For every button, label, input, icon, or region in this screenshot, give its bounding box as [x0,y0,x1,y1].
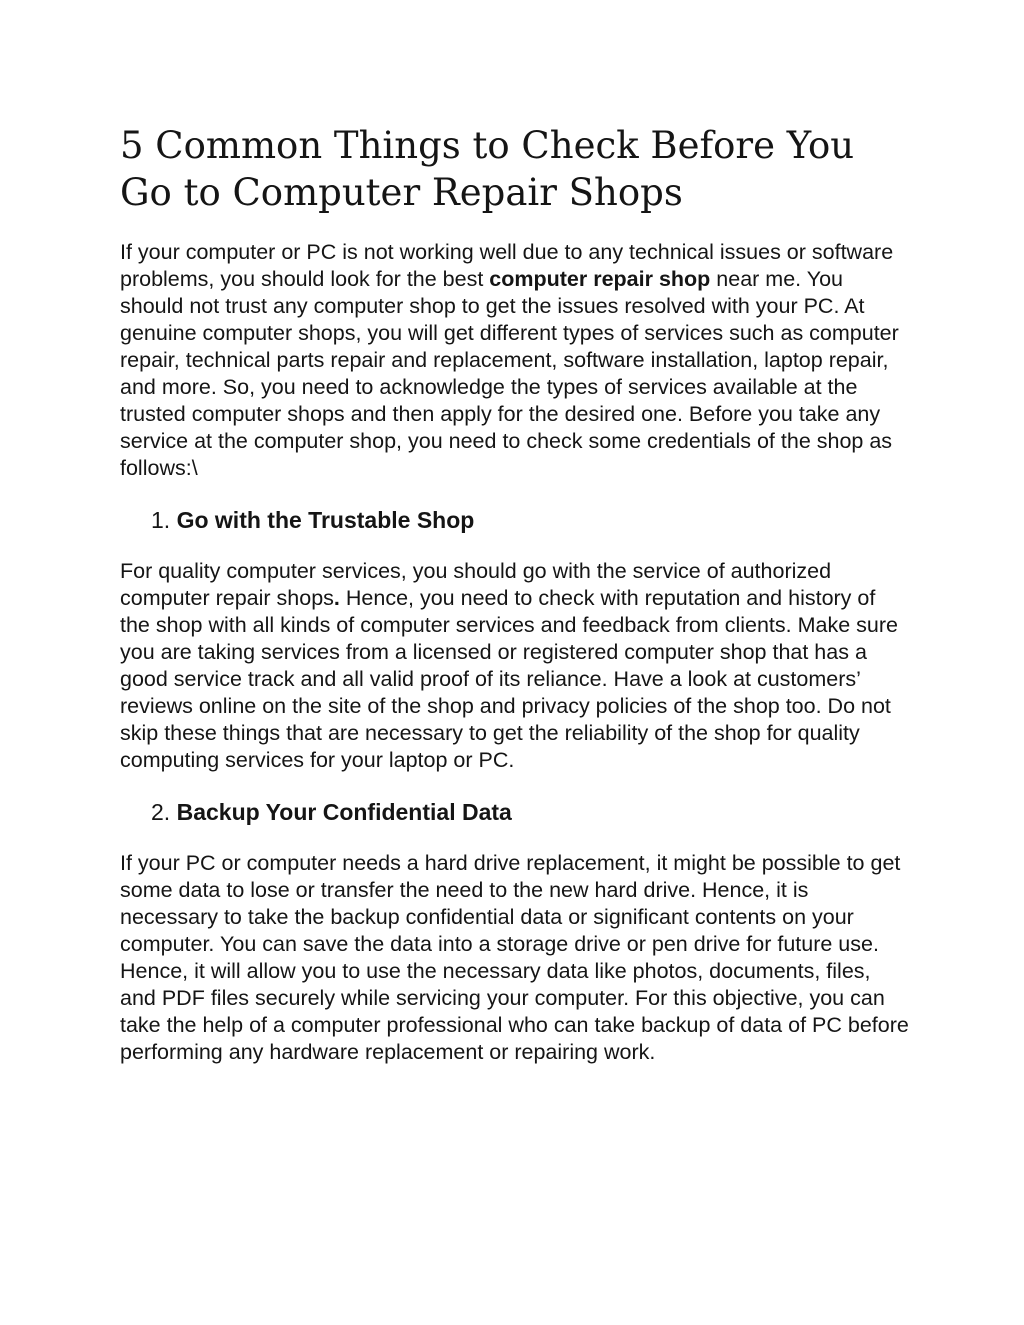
section-2-number: 2. [151,799,171,825]
section-2-title: Backup Your Confidential Data [176,799,512,825]
document-page [120,122,910,1066]
section-1-number: 1. [151,507,171,533]
section-1-text-before: For quality computer services, you should go with the service of authorized computer repair shops [120,559,832,610]
section-1-title: Go with the Trustable Shop [176,507,475,533]
intro-paragraph [120,239,910,482]
section-1-paragraph [120,558,910,774]
document-title: 5 Common Things to Check Before You Go to Computer Repair Shops [120,124,855,214]
intro-text-after: near me. You should not trust any computer shop to get the issues resolved with your PC. At genuine computer shops, you will get different types of services such as computer repair, technical parts repair and replacement, software installation, laptop repair, and more. So, you need to acknowledge the types of services available at the trusted computer shops and then apply for the desired one. Before you take any service at the computer shop, you need to check some credentials of the shop as follows:\ [120,267,899,480]
intro-text-before: If your computer or PC is not working well due to any technical issues or software problems, you should look for the best [120,240,894,291]
section-1-heading [120,505,910,535]
section-1-bold-text: . [333,586,340,610]
intro-bold-text: computer repair shop [489,267,711,291]
section-1-text-after: Hence, you need to check with reputation and history of the shop with all kinds of computer services and feedback from clients. Make sure you are taking services from a licensed or registered computer shop that has a good service track and all valid proof of its reliance. Have a look at customers’ reviews online on the site of the shop and privacy policies of the shop too. Do not skip these things that are necessary to get the reliability of the shop for quality computing services for your laptop or PC. [120,586,898,772]
section-2-paragraph: If your PC or computer needs a hard drive replacement, it might be possible to get some data to lose or transfer the need to the new hard drive. Hence, it is necessary to take the backup confidential data or significant contents on your computer. You can save the data into a storage drive or pen drive for future use. Hence, it will allow you to use the necessary data like photos, documents, files, and PDF files securely while servicing your computer. For this objective, you can take the help of a computer professional who can take backup of data of PC before performing any hardware replacement or repairing work. [120,851,909,1064]
section-2-heading [120,797,910,827]
